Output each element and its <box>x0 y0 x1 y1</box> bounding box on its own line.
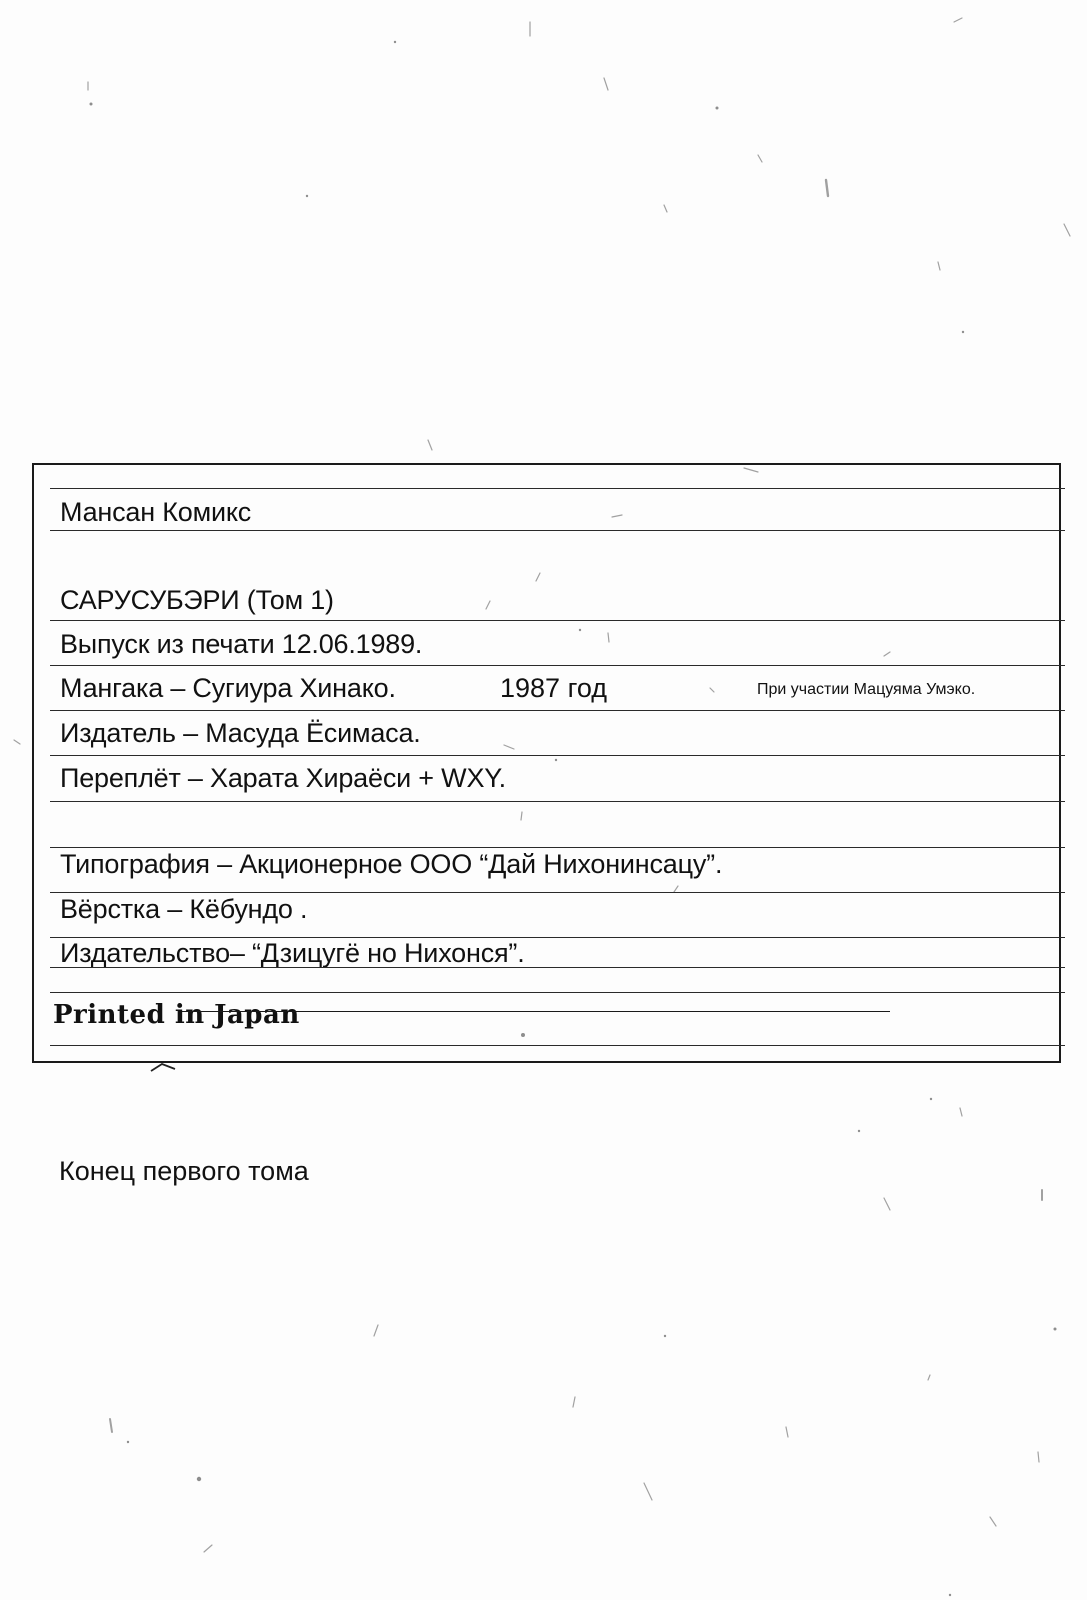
rule-line <box>50 620 1065 621</box>
rule-line <box>50 967 1065 968</box>
end-of-volume-note: Конец первого тома <box>59 1156 309 1186</box>
publishing-house: Издательство– “Дзицугё но Нихонся”. <box>60 938 525 968</box>
printed-in-japan: Printed in Japan <box>53 1000 300 1030</box>
printing-credit: Типография – Акционерное ООО “Дай Нихонинсацу”. <box>60 849 723 879</box>
printed-rule-line <box>182 1011 890 1012</box>
rule-line <box>50 710 1065 711</box>
release-date: Выпуск из печати 12.06.1989. <box>60 629 423 659</box>
rule-line <box>50 530 1065 531</box>
editor-credit: Издатель – Масуда Ёсимаса. <box>60 718 421 748</box>
assistance-credit: При участии Мацуяма Умэко. <box>757 681 976 698</box>
rule-line <box>50 665 1065 666</box>
binding-credit: Переплёт – Харата Хираёси + WXY. <box>60 763 506 793</box>
typesetting-credit: Вёрстка – Кёбундо . <box>60 894 308 924</box>
publisher-series: Мансан Комикс <box>60 497 252 527</box>
publication-year: 1987 год <box>500 673 607 703</box>
rule-line <box>50 1045 1065 1046</box>
rule-line <box>50 755 1065 756</box>
rule-line <box>50 801 1065 802</box>
rule-line <box>50 847 1065 848</box>
book-title: САРУСУБЭРИ (Том 1) <box>60 585 334 615</box>
mangaka-credit: Мангака – Сугиура Хинако. <box>60 673 396 703</box>
rule-line <box>50 992 1065 993</box>
rule-line <box>50 892 1065 893</box>
caret-mark-icon <box>150 1061 176 1073</box>
rule-line <box>50 488 1065 489</box>
colophon-box <box>32 463 1061 1063</box>
